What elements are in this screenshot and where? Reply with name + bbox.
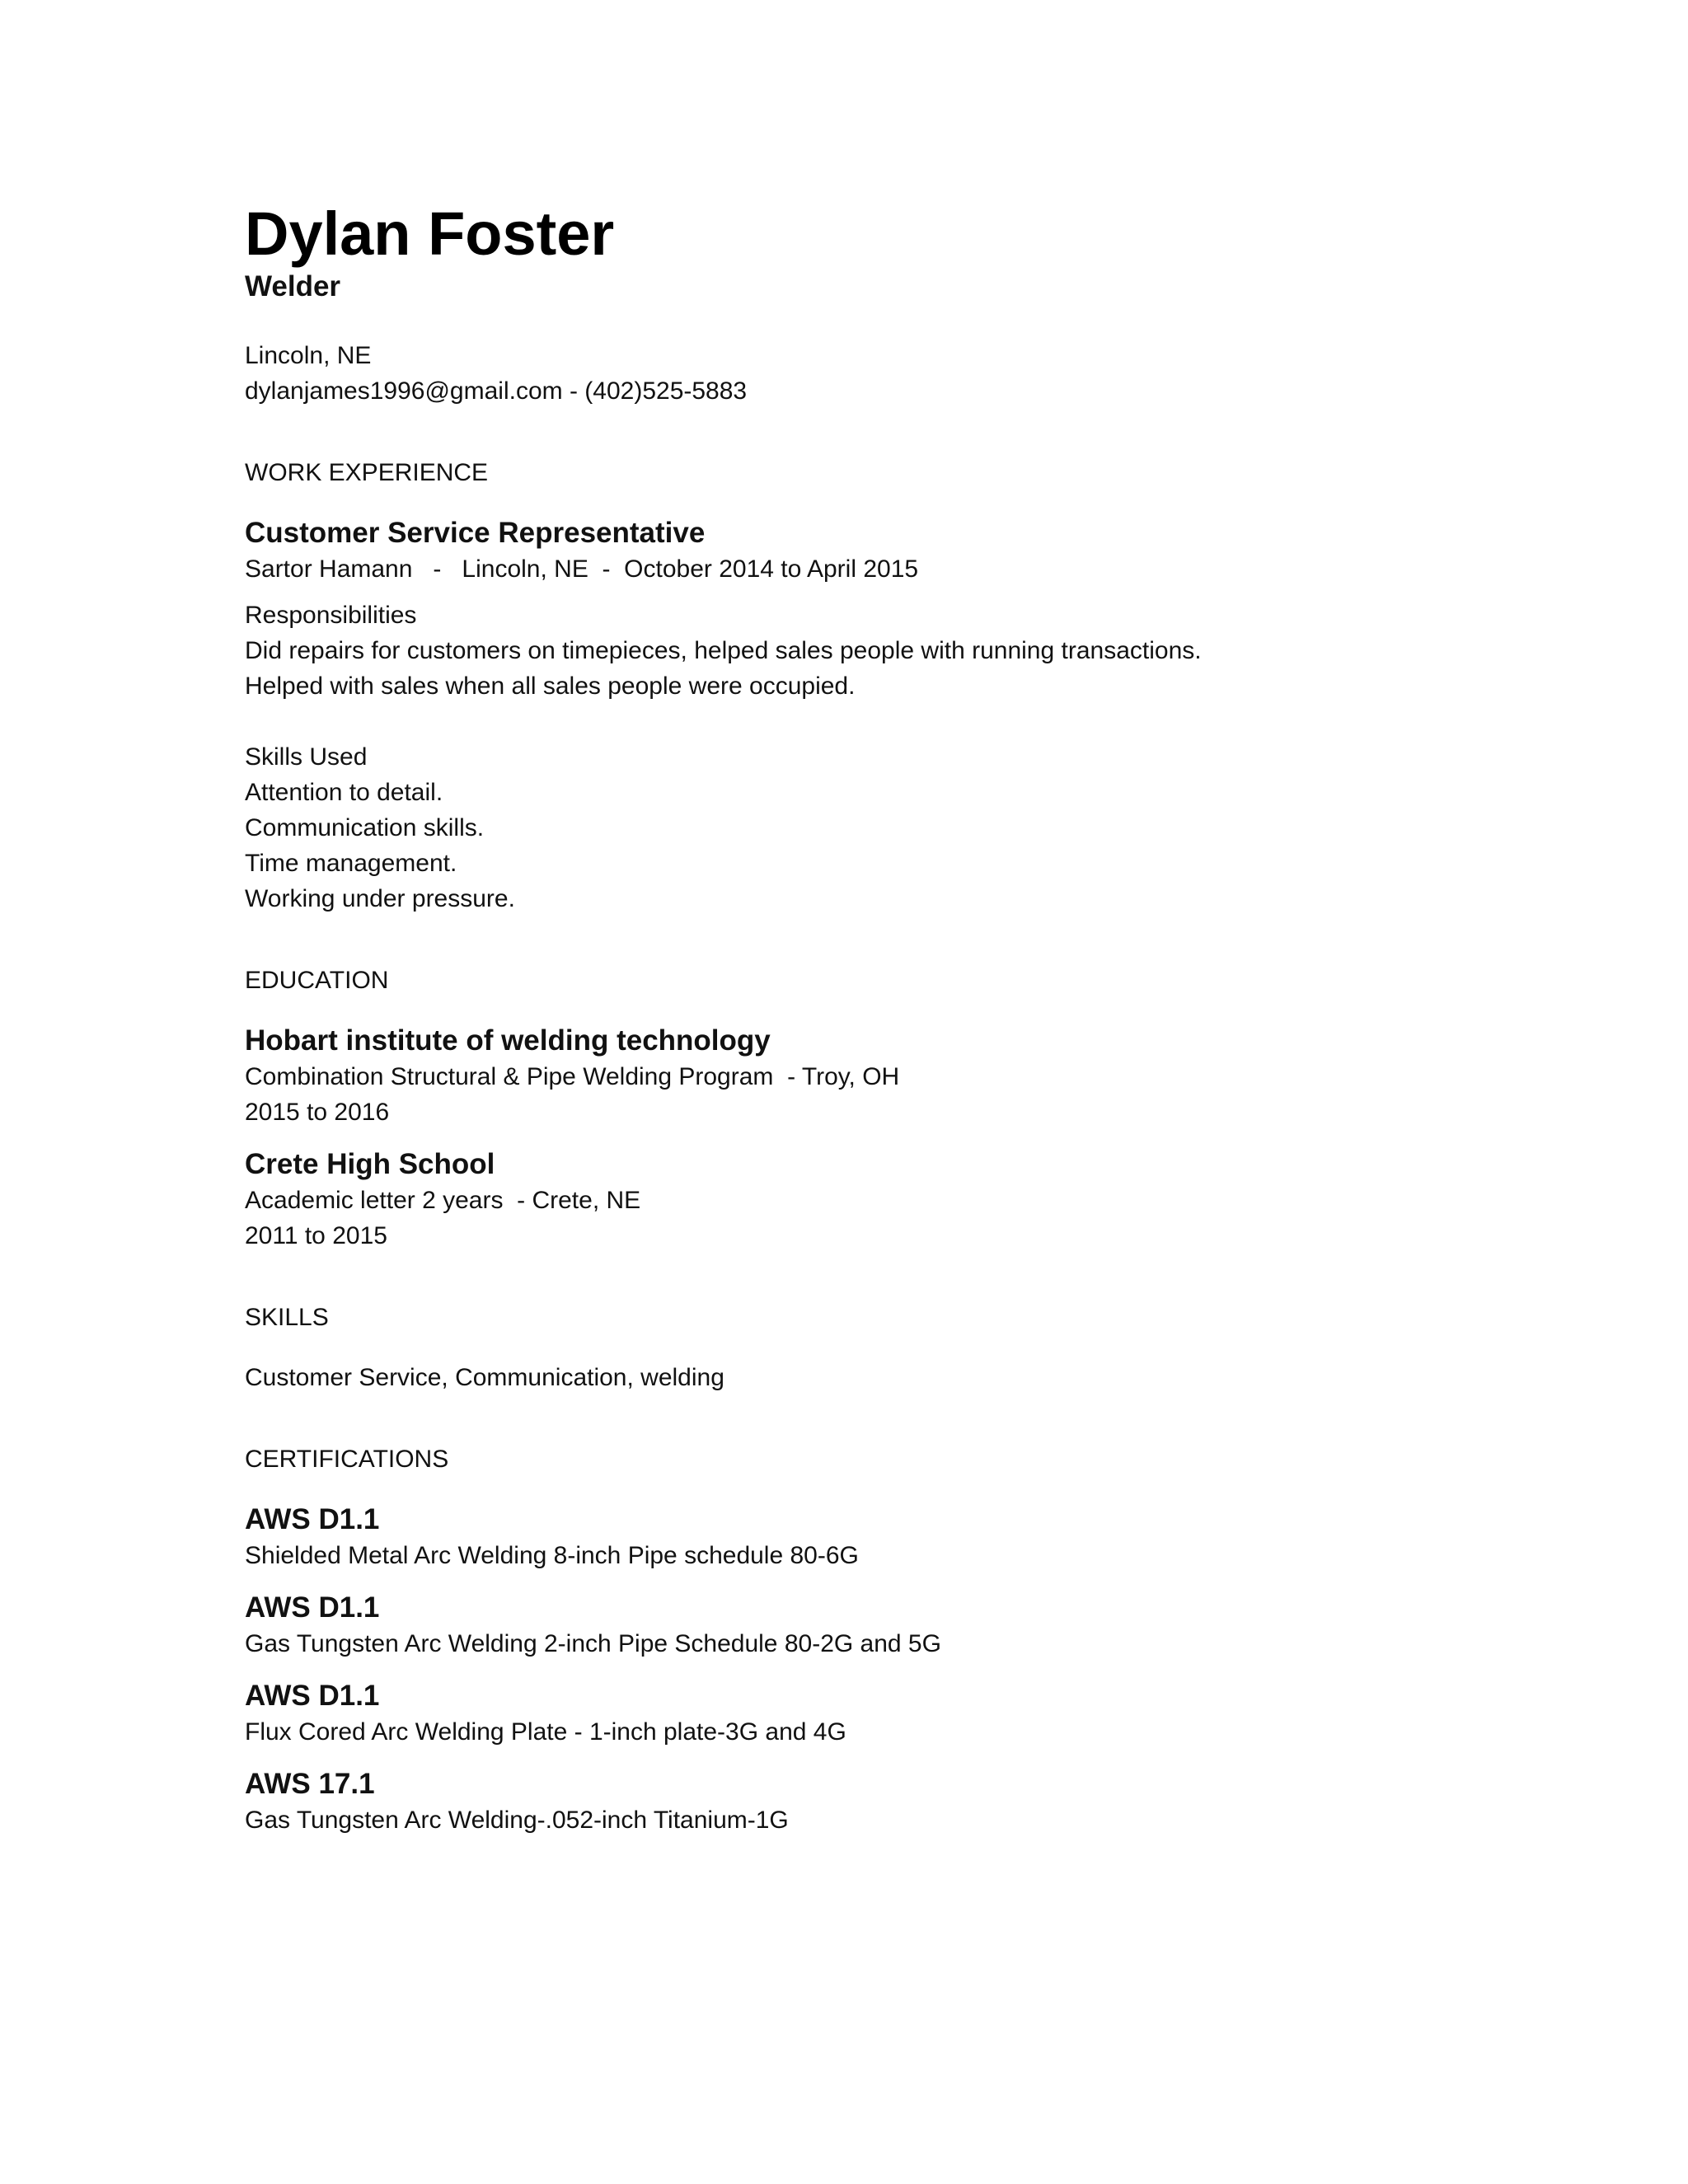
job-meta: Sartor Hamann - Lincoln, NE - October 2014 to April 2015 (245, 555, 919, 583)
section-heading-education: EDUCATION (245, 967, 389, 994)
skill-used-item: Attention to detail. (245, 779, 443, 806)
certification-entry (245, 1502, 1481, 1573)
candidate-name: Dylan Foster (245, 199, 615, 268)
job-title: Customer Service Representative (245, 517, 706, 549)
certification-entry (245, 1678, 1481, 1750)
skill-used-item: Time management. (245, 850, 457, 877)
certification-detail: Shielded Metal Arc Welding 8-inch Pipe schedule 80-6G (245, 1542, 859, 1569)
certifications-section (245, 1441, 1481, 1838)
education-entry (245, 1023, 1481, 1130)
resume-page (245, 198, 1481, 1838)
responsibility-line: Did repairs for customers on timepieces, helped sales people with running transactions. (245, 637, 1202, 664)
section-heading-work: WORK EXPERIENCE (245, 459, 489, 486)
candidate-title: Welder (245, 270, 341, 302)
certification-entry (245, 1766, 1481, 1838)
resume-header (245, 198, 1481, 409)
candidate-contact: dylanjames1996@gmail.com - (402)525-5883 (245, 377, 748, 405)
certification-name: AWS D1.1 (245, 1503, 380, 1535)
candidate-location: Lincoln, NE (245, 342, 372, 369)
skill-used-item: Communication skills. (245, 814, 485, 841)
responsibilities-label: Responsibilities (245, 602, 417, 629)
school-name: Crete High School (245, 1148, 495, 1180)
skills-list: Customer Service, Communication, welding (245, 1364, 724, 1391)
school-program: Combination Structural & Pipe Welding Program - Troy, OH (245, 1063, 900, 1090)
section-heading-skills: SKILLS (245, 1304, 329, 1331)
responsibility-line: Helped with sales when all sales people were occupied. (245, 673, 856, 700)
education-entry (245, 1146, 1481, 1254)
skill-used-item: Working under pressure. (245, 885, 515, 912)
certification-name: AWS D1.1 (245, 1680, 380, 1712)
certification-name: AWS D1.1 (245, 1591, 380, 1624)
certification-entry (245, 1590, 1481, 1661)
certification-detail: Gas Tungsten Arc Welding 2-inch Pipe Schedule 80-2G and 5G (245, 1630, 941, 1657)
certification-detail: Flux Cored Arc Welding Plate - 1-inch plate-3G and 4G (245, 1718, 846, 1746)
section-heading-certifications: CERTIFICATIONS (245, 1446, 449, 1473)
education-section (245, 963, 1481, 1254)
skills-section (245, 1300, 1481, 1395)
work-experience-section (245, 455, 1481, 916)
school-name: Hobart institute of welding technology (245, 1024, 771, 1057)
certification-detail: Gas Tungsten Arc Welding-.052-inch Titanium-1G (245, 1807, 789, 1834)
school-years: 2011 to 2015 (245, 1222, 387, 1249)
school-program: Academic letter 2 years - Crete, NE (245, 1187, 641, 1214)
school-years: 2015 to 2016 (245, 1099, 390, 1126)
skills-used-label: Skills Used (245, 743, 368, 771)
certification-name: AWS 17.1 (245, 1768, 375, 1800)
